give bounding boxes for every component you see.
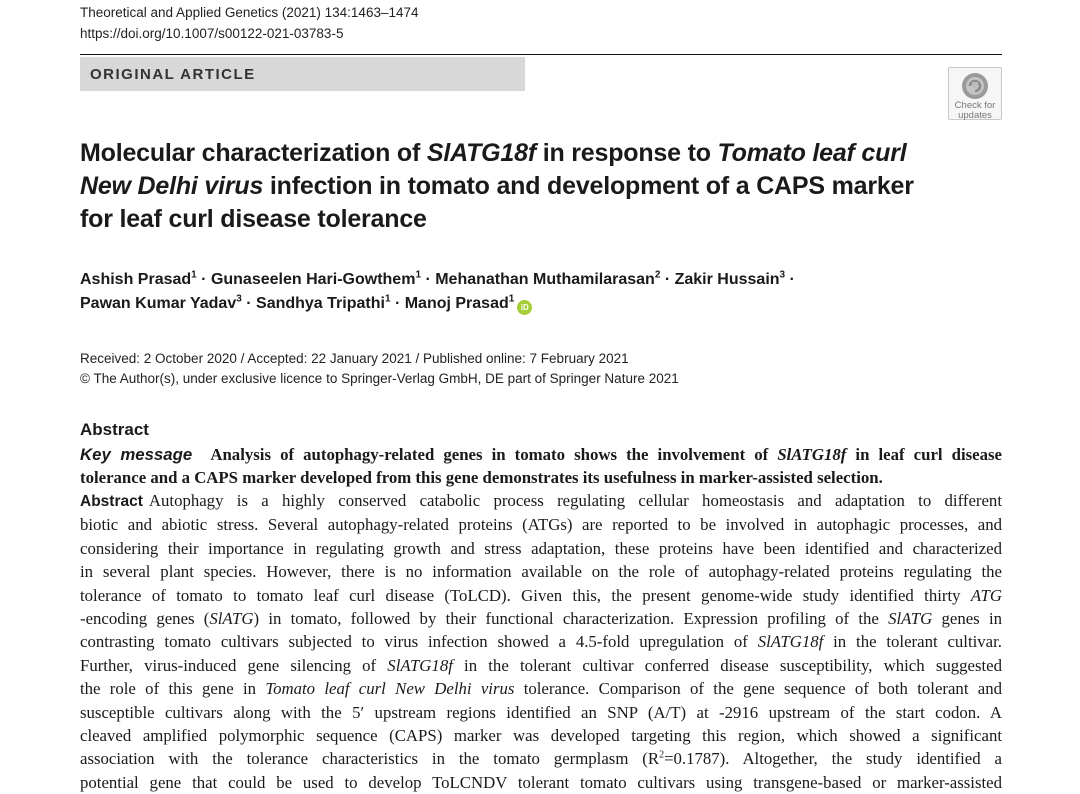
title-line-1: Molecular characterization of SlATG18f in response to Tomato leaf curl	[80, 139, 907, 167]
author-name[interactable]: Mehanathan Muthamilarasan	[435, 271, 655, 288]
title-line-3: for leaf curl disease tolerance	[80, 205, 427, 233]
check-for-updates-badge[interactable]	[948, 67, 1002, 120]
author-line-1: Ashish Prasad$^1$ · Gunaseelen Hari-Gowthem$^1$ · Mehanathan Muthamilarasan$^2$ · Zakir Hussain$^3$ ·	[80, 269, 795, 288]
key-message: Key message Analysis of autophagy-related genes in tomato shows the involvement of SlATG18f in leaf curl disease tolerance and a CAPS marker developed from this gene demonstrates its usefulness in marker-assisted selection.	[80, 445, 1002, 488]
key-message-label: Key message	[80, 445, 193, 464]
copyright-notice: © The Author(s), under exclusive licence to Springer-Verlag GmbH, DE part of Springer Nature 2021	[80, 371, 679, 386]
author-name[interactable]: Gunaseelen Hari-Gowthem	[210, 271, 416, 288]
journal-reference: Theoretical and Applied Genetics (2021) 134:1463–1474	[80, 5, 419, 20]
author-name[interactable]: Ashish Prasad	[80, 271, 192, 288]
article-type-banner: ORIGINAL ARTICLE	[80, 57, 525, 91]
abstract-heading: Abstract	[80, 420, 149, 439]
author-list	[80, 268, 795, 316]
publication-dates	[80, 349, 679, 389]
doi-link[interactable]: https://doi.org/10.1007/s00122-021-03783-5	[80, 26, 344, 41]
abstract-body: Abstract Autophagy is a highly conserved catabolic process regulating cellular homeostasis and adaptation to different biotic and abiotic stress. Several autophagy-related proteins (ATGs) are reported to be involved in autophagic processes, and considering their importance in regulating growth and stress adaptation, these proteins have been identified and characterized in several plant species. However, there is no information available on the role of autophagy-related proteins regulating the tolerance of tomato to tomato leaf curl disease (ToLCD). Given this, the present genome-wide study identified thirty ATG -encoding genes (SlATG) in tomato, followed by their functional characterization. Expression profiling of the SlATG genes in contrasting tomato cultivars subjected to virus infection showed a 4.5-fold upregulation of SlATG18f in the tolerant cultivar. Further, virus-induced gene silencing of SlATG18f in the tolerant cultivar conferred disease susceptibility, which suggested the role of this gene in Tomato leaf curl New Delhi virus tolerance. Comparison of the gene sequence of both tolerant and susceptible cultivars along with the 5′ upstream regions identified an SNP (A/T) at -2916 upstream of the start codon. A cleaved amplified polymorphic sequence (CAPS) marker was developed targeting this region, which showed a significant association with the tolerance characteristics in the tomato germplasm $(R^2=0.1787)$. Altogether, the study identified a potential gene that could be used to develop ToLCNDV tolerant tomato cultivars using transgene-based or marker-assisted	[80, 491, 1003, 792]
check-updates-label-2: updates	[958, 110, 992, 121]
title-line-2: New Delhi virus infection in tomato and development of a CAPS marker	[80, 172, 914, 200]
history-dates: Received: 2 October 2020 / Accepted: 22 January 2021 / Published online: 7 February 2021	[80, 351, 629, 366]
abstract-label: Abstract	[80, 493, 143, 510]
author-name[interactable]: Manoj Prasad	[404, 295, 509, 312]
author-line-2: Pawan Kumar Yadav$^3$ · Sandhya Tripathi$^1$ · Manoj Prasad$^1$iD	[80, 292, 795, 316]
author-name[interactable]: Pawan Kumar Yadav	[80, 295, 237, 312]
article-title	[80, 137, 980, 236]
check-updates-label-1: Check for	[954, 100, 996, 111]
author-name[interactable]: Sandhya Tripathi	[256, 295, 385, 312]
check-updates-icon	[960, 71, 990, 101]
orcid-icon[interactable]: iD	[517, 300, 532, 315]
author-name[interactable]: Zakir Hussain	[674, 271, 780, 288]
header-rule	[80, 54, 1002, 55]
